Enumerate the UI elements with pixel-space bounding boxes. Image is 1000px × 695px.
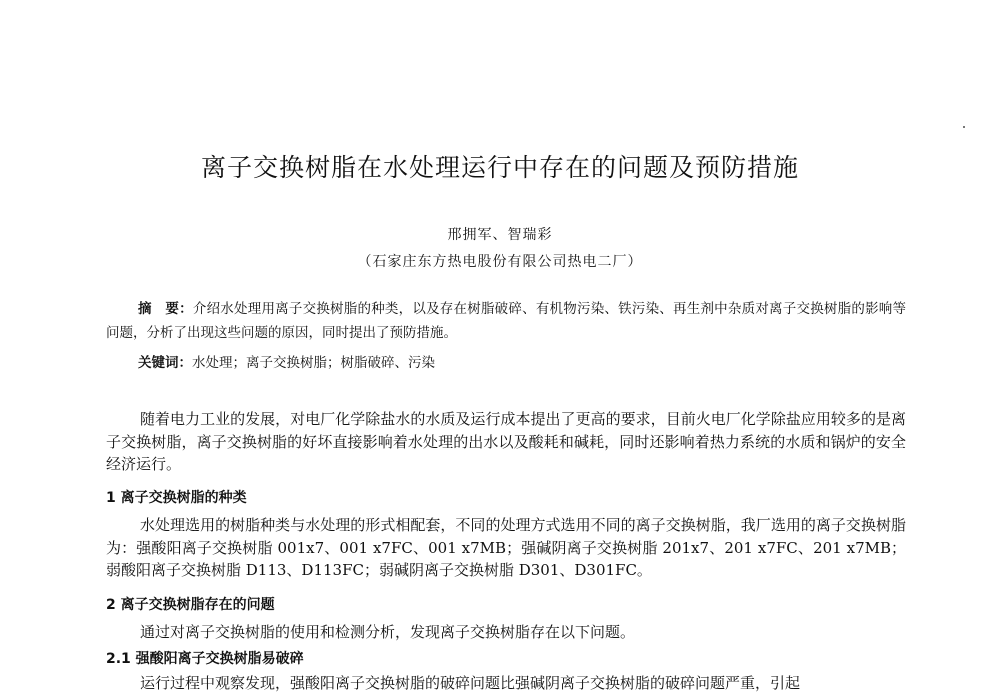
scan-speck [963, 126, 965, 128]
section-2-1-paragraph: 运行过程中观察发现，强酸阳离子交换树脂的破碎问题比强碱阴离子交换树脂的破碎问题严重，引起 [140, 674, 801, 692]
authors: 邢拥军、智瑞彩 [447, 227, 553, 243]
keywords-label: 关键词： [138, 355, 192, 371]
abstract-label: 摘 要： [138, 301, 193, 317]
section-2-1-heading: 2.1 强酸阳离子交换树脂易破碎 [106, 651, 304, 667]
section-2-paragraph: 通过对离子交换树脂的使用和检测分析，发现离子交换树脂存在以下问题。 [140, 623, 636, 641]
abstract-text: 介绍水处理用离子交换树脂的种类，以及存在树脂破碎、有机物污染、铁污染、再生剂中杂质对离子交换树脂的影响等问题，分析了出现这些问题的原因，同时提出了预防措施。 [106, 301, 907, 341]
intro-paragraph: 随着电力工业的发展，对电厂化学除盐水的水质及运行成本提出了更高的要求，目前火电厂化学除盐应用较多的是离子交换树脂，离子交换树脂的好坏直接影响着水处理的出水以及酸耗和碱耗，同时还影响着热力系统的水质和锅炉的安全经济运行。 [106, 410, 906, 474]
abstract [106, 297, 906, 345]
keywords-text: 水处理；离子交换树脂；树脂破碎、污染 [192, 355, 435, 371]
section-1-paragraph: 水处理选用的树脂种类与水处理的形式相配套，不同的处理方式选用不同的离子交换树脂，我厂选用的离子交换树脂为：强酸阳离子交换树脂 001x7、001 x7FC、001 x7MB；强碱阴离子交换树脂 201x7、201 x7FC、201 x7MB；弱酸阳离子交换树脂 D113、D113FC；弱碱阴离子交换树脂 D301、D301FC。 [106, 516, 906, 580]
section-1-heading: 1 离子交换树脂的种类 [106, 490, 247, 506]
section-2-heading: 2 离子交换树脂存在的问题 [106, 597, 275, 613]
affiliation: （石家庄东方热电股份有限公司热电二厂） [357, 254, 643, 270]
paper-title: 离子交换树脂在水处理运行中存在的问题及预防措施 [200, 153, 799, 182]
keywords [106, 351, 906, 375]
